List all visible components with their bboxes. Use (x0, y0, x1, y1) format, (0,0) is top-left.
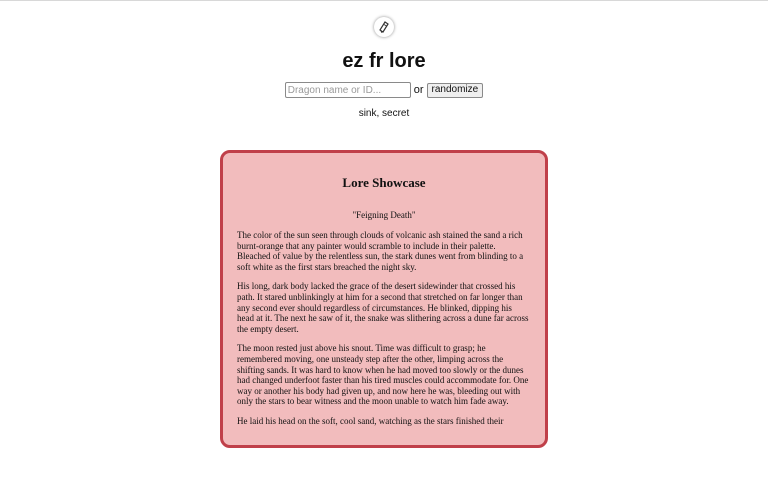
showcase-heading: Lore Showcase (342, 175, 426, 190)
lore-showcase-card[interactable] (220, 150, 548, 448)
story-paragraph: His long, dark body lacked the grace of the desert sidewinder that crossed his path. It stared unblinkingly at him for a second that stretched on far longer than any second ever should regardless of circumstances. He blinked, dipping his head at it. The next he saw of it, the snake was slithering across a dune far across the empty desert. (237, 281, 529, 334)
dragon-search-input[interactable] (285, 82, 411, 98)
randomize-button[interactable]: randomize (427, 83, 484, 98)
story-paragraph: The color of the sun seen through clouds of volcanic ash stained the sand a rich burnt-orange that any painter would scramble to include in their palette. Bleached of value by the relentless sun, the stark dunes went from blinding to a soft white as the first stars breached the night sky. (237, 230, 524, 272)
lore-content (223, 153, 545, 427)
search-form (0, 81, 768, 99)
story-paragraph: He laid his head on the soft, cool sand, watching as the stars finished their (237, 415, 504, 426)
story-title: "Feigning Death" (352, 210, 416, 220)
or-label: or (413, 84, 424, 96)
top-divider (0, 0, 768, 1)
page-header (0, 16, 768, 121)
site-title: ez fr lore (342, 50, 426, 72)
dragon-tags: sink, secret (358, 108, 410, 119)
story-paragraph: The moon rested just above his snout. Time was difficult to grasp; he remembered moving, one unsteady step after the other, limping across the shifting sands. It was hard to know when he had moved too slowly or the dunes had changed underfoot faster than his tired muscles could accommodate for. One way or another his body had given up, and now here he was, bleeding out with only the stars to bear witness and the moon unable to watch him fade away. (237, 343, 529, 407)
dragon-egg-icon[interactable] (374, 17, 394, 37)
